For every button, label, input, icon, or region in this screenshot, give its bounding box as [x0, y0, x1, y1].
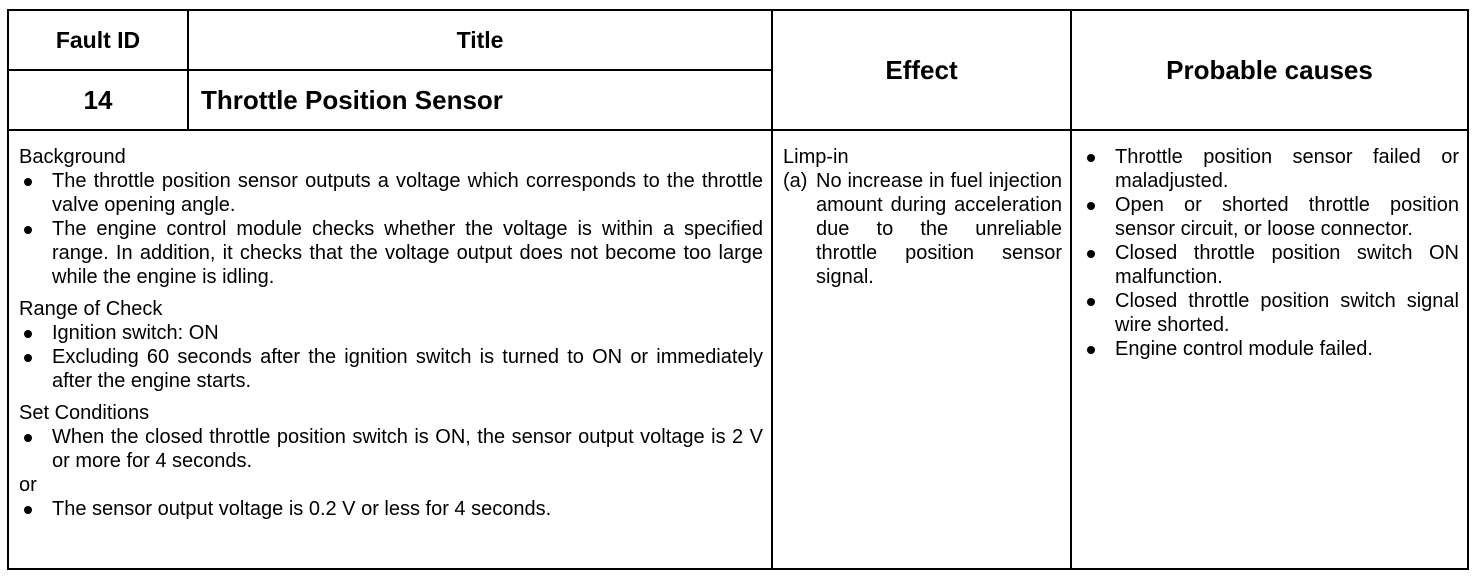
background-item: The throttle position sensor outputs a voltage which corresponds to the throttle valve opening angle.	[19, 169, 763, 217]
fault-table	[7, 9, 1469, 570]
range-of-check-item: Excluding 60 seconds after the ignition switch is turned to ON or immediately after the engine starts.	[19, 345, 763, 393]
cause-item: Closed throttle position switch signal wire shorted.	[1082, 289, 1459, 337]
cause-item: Closed throttle position switch ON malfunction.	[1082, 241, 1459, 289]
cause-item: Open or shorted throttle position sensor circuit, or loose connector.	[1082, 193, 1459, 241]
range-of-check-section	[19, 297, 763, 393]
fault-id-header: Fault ID	[8, 10, 188, 70]
set-condition-item: The sensor output voltage is 0.2 V or less for 4 seconds.	[19, 497, 763, 521]
effect-cell	[772, 130, 1071, 569]
description-cell	[8, 130, 772, 569]
set-conditions-heading: Set Conditions	[19, 402, 150, 424]
effect-header: Effect	[772, 10, 1071, 130]
set-conditions-section	[19, 401, 763, 521]
effect-item-marker: (a)	[783, 170, 808, 192]
effect-item-text: No increase in fuel injection amount during acceleration due to the unreliable throttle position sensor signal.	[816, 170, 1062, 288]
range-of-check-heading: Range of Check	[19, 298, 163, 320]
header-row-1	[8, 10, 1468, 70]
background-item: The engine control module checks whether the voltage is within a specified range. In addition, it checks that the voltage output does not become too large while the engine is idling.	[19, 217, 763, 289]
range-of-check-item: Ignition switch: ON	[19, 321, 763, 345]
probable-causes-cell	[1071, 130, 1468, 569]
background-section	[19, 145, 763, 289]
probable-causes-header: Probable causes	[1071, 10, 1468, 130]
fault-id-value: 14	[8, 70, 188, 130]
background-heading: Background	[19, 146, 126, 168]
title-value: Throttle Position Sensor	[188, 70, 772, 130]
or-label: or	[19, 474, 37, 496]
effect-heading: Limp-in	[783, 146, 849, 168]
set-condition-item: When the closed throttle position switch is ON, the sensor output voltage is 2 V or more for 4 seconds.	[19, 425, 763, 473]
cause-item: Engine control module failed.	[1082, 337, 1459, 361]
content-row	[8, 130, 1468, 569]
title-header: Title	[188, 10, 772, 70]
cause-item: Throttle position sensor failed or maladjusted.	[1082, 145, 1459, 193]
effect-item	[783, 169, 1062, 289]
